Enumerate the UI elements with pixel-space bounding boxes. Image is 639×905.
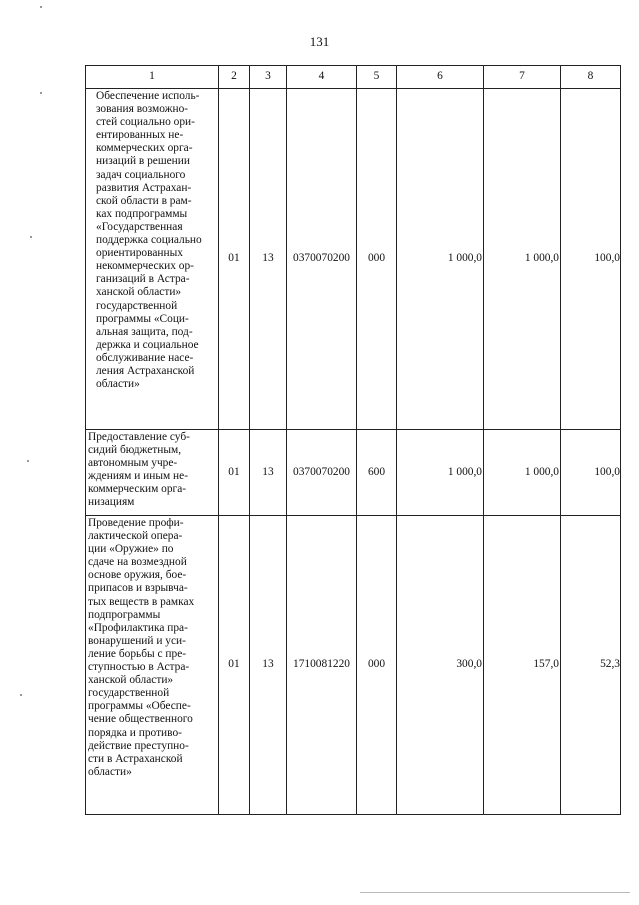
scan-artifact-line: [360, 892, 630, 893]
row-cell-col5: 600: [357, 430, 397, 516]
row-cell-col4: 1710081220: [287, 516, 357, 815]
row-cell-col4: 0370070200: [287, 430, 357, 516]
header-cell: 2: [219, 66, 250, 89]
header-cell: 4: [287, 66, 357, 89]
budget-table: [85, 65, 621, 815]
header-cell: 5: [357, 66, 397, 89]
row-cell-col6: 300,0: [397, 516, 484, 815]
row-cell-col7: 157,0: [484, 516, 561, 815]
row-cell-col5: 000: [357, 516, 397, 815]
row-cell-col2: 01: [219, 516, 250, 815]
row-cell-col7: 1 000,0: [484, 430, 561, 516]
scan-speck: [20, 694, 22, 696]
scan-speck: [30, 236, 32, 238]
row-name-cell: Обеспечение исполь- зования возможно- стей социально ори- ентированных не- коммерческих орга- низаций в решении задач социального развития Астрахан- ской области в рам- ках подпрограммы «Государственная поддержка социально ориентированных некоммерческих ор- ганизаций в Астра- ханской области» государственной программы «Соци- альная защита, под- держка и социальное обслуживание насе- ления Астраханской области»: [86, 89, 219, 430]
row-cell-col6: 1 000,0: [397, 430, 484, 516]
row-name-cell: Проведение профи- лактической опера- ции «Оружие» по сдаче на возмездной основе оружия, бое- припасов и взрывча- тых веществ в рамках подпрограммы «Профилактика пра- вонарушений и уси- ление борьбы с пре- ступностью в Астра- ханской области» государственной программы «Обеспе- чение общественного порядка и противо- действие преступно- сти в Астраханской области»: [86, 516, 219, 815]
row-cell-col7: 1 000,0: [484, 89, 561, 430]
scan-speck: [27, 460, 29, 462]
row-cell-col4: 0370070200: [287, 89, 357, 430]
row-cell-col2: 01: [219, 89, 250, 430]
header-cell: 8: [561, 66, 621, 89]
row-cell-col3: 13: [250, 89, 287, 430]
header-cell: 7: [484, 66, 561, 89]
table-row: [86, 430, 621, 516]
header-cell: 6: [397, 66, 484, 89]
header-cell: 1: [86, 66, 219, 89]
row-cell-col5: 000: [357, 89, 397, 430]
header-cell: 3: [250, 66, 287, 89]
row-name-cell: Предоставление суб- сидий бюджетным, автономным учре- ждениям и иным не- коммерческим орга- низациям: [86, 430, 219, 516]
page-number: 131: [309, 34, 330, 49]
table-row: [86, 89, 621, 430]
table-header-row: [86, 66, 621, 89]
table-row: [86, 516, 621, 815]
row-cell-col2: 01: [219, 430, 250, 516]
scan-speck: [40, 6, 42, 8]
row-cell-col8: 100,0: [561, 430, 621, 516]
row-cell-col8: 52,3: [561, 516, 621, 815]
row-cell-col8: 100,0: [561, 89, 621, 430]
scan-speck: [40, 92, 42, 94]
row-cell-col3: 13: [250, 516, 287, 815]
row-cell-col3: 13: [250, 430, 287, 516]
row-cell-col6: 1 000,0: [397, 89, 484, 430]
